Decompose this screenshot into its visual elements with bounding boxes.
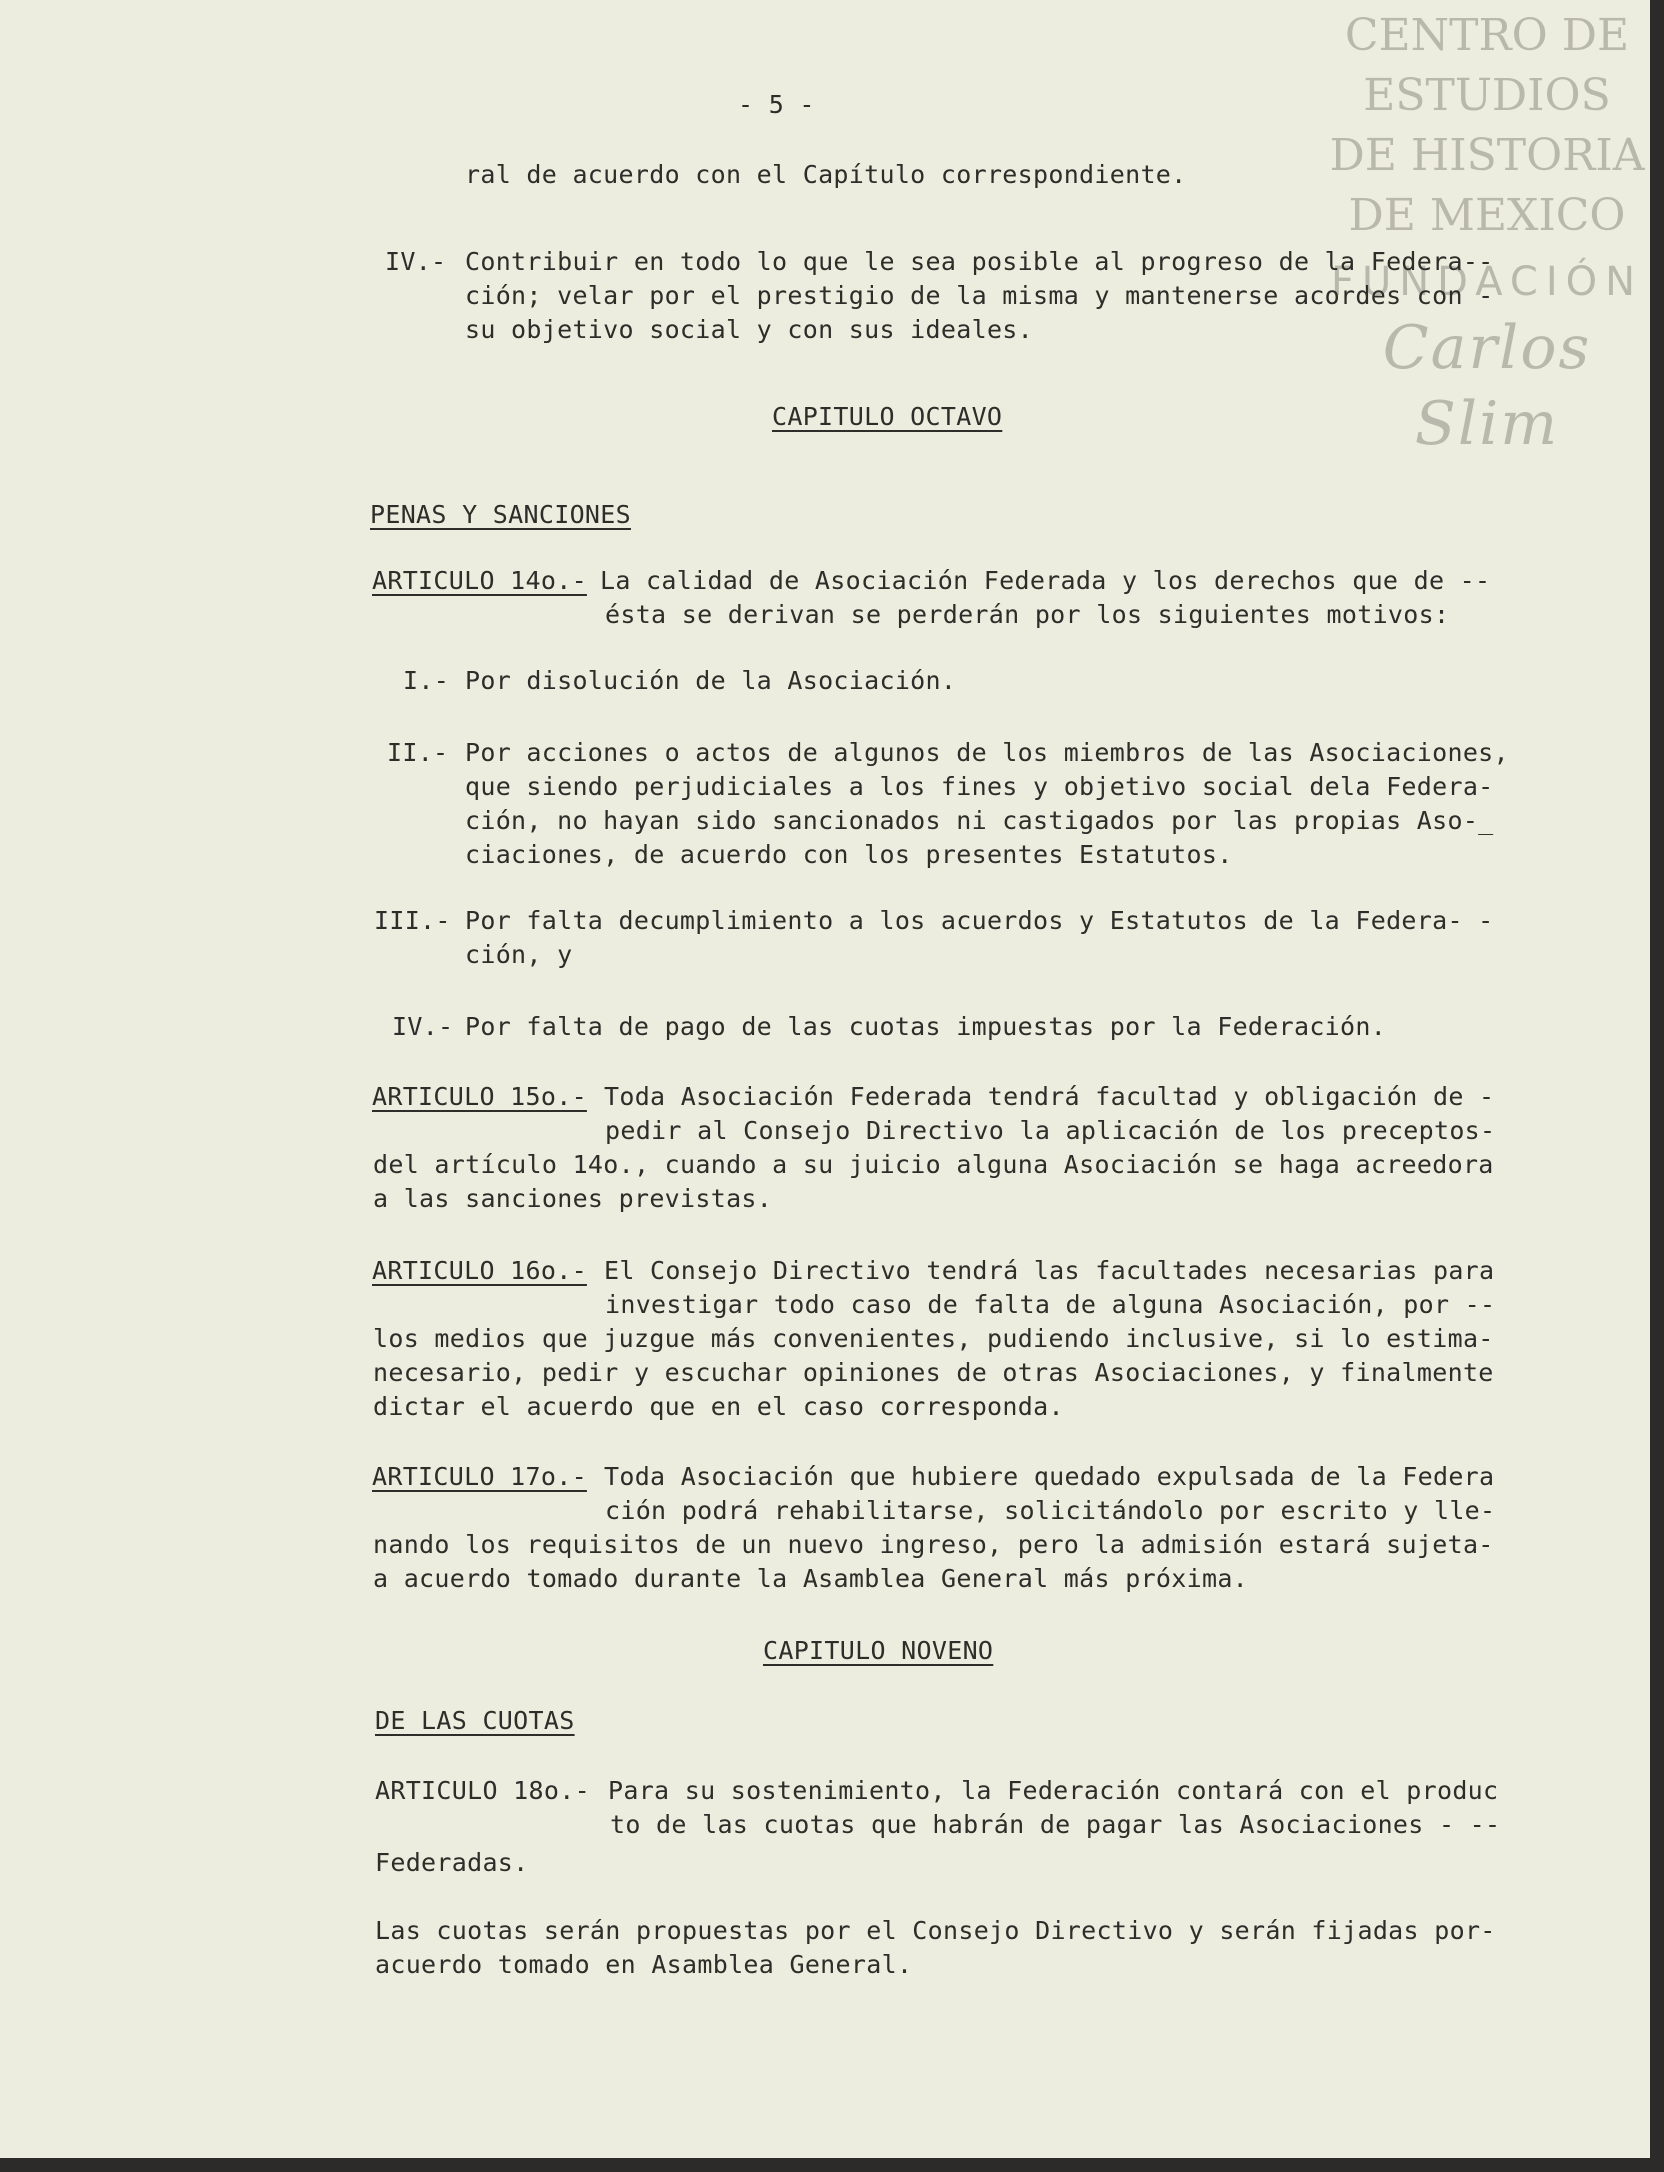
article-line: a las sanciones previstas. xyxy=(373,1184,773,1213)
article-line: El Consejo Directivo tendrá las facultades necesarias para xyxy=(604,1256,1495,1285)
item-line: ciaciones, de acuerdo con los presentes Estatutos. xyxy=(465,840,1233,869)
page-number: - 5 - xyxy=(738,90,815,119)
article-label: ARTICULO 18o.- xyxy=(375,1776,590,1805)
item-line: ción; velar por el prestigio de la misma y mantenerse acordes con - xyxy=(465,281,1494,310)
article-label: ARTICULO 17o.- xyxy=(372,1462,587,1491)
article-line: Toda Asociación Federada tendrá facultad y obligación de - xyxy=(604,1082,1495,1111)
article-line: a acuerdo tomado durante la Asamblea General más próxima. xyxy=(373,1564,1249,1593)
article-label: ARTICULO 16o.- xyxy=(372,1256,587,1285)
watermark-line: CENTRO DE xyxy=(1344,10,1630,61)
section-heading: DE LAS CUOTAS xyxy=(375,1706,575,1735)
article-line: La calidad de Asociación Federada y los derechos que de -- xyxy=(600,566,1491,595)
item-label: IV.- xyxy=(385,247,447,276)
item-line: ción, no hayan sido sancionados ni castigados por las propias Aso-_ xyxy=(465,806,1494,835)
archive-watermark xyxy=(1310,6,1664,462)
item-label: III.- xyxy=(374,906,451,935)
article-line: pedir al Consejo Directivo la aplicación de los preceptos- xyxy=(605,1116,1496,1145)
paragraph-line: acuerdo tomado en Asamblea General. xyxy=(375,1950,913,1979)
article-line: investigar todo caso de falta de alguna Asociación, por -- xyxy=(605,1290,1496,1319)
watermark-line: ESTUDIOS xyxy=(1363,70,1611,121)
article-line: dictar el acuerdo que en el caso corresponda. xyxy=(373,1392,1064,1421)
article-line: del artículo 14o., cuando a su juicio alguna Asociación se haga acreedora xyxy=(373,1150,1494,1179)
watermark-fundacion: FUNDACIÓN xyxy=(1330,259,1644,305)
article-line: to de las cuotas que habrán de pagar las Asociaciones - -- xyxy=(610,1810,1501,1839)
article-line: los medios que juzgue más convenientes, pudiendo inclusive, si lo estima- xyxy=(373,1324,1494,1353)
item-label: I.- xyxy=(403,666,450,695)
item-label: IV.- xyxy=(392,1012,454,1041)
item-label: II.- xyxy=(387,738,449,767)
article-line: Para su sostenimiento, la Federación contará con el produc xyxy=(608,1776,1499,1805)
article-line: Toda Asociación que hubiere quedado expulsada de la Federa xyxy=(604,1462,1495,1491)
watermark-line: DE MEXICO xyxy=(1348,190,1626,241)
article-line: ésta se derivan se perderán por los siguientes motivos: xyxy=(605,600,1450,629)
chapter-title: CAPITULO NOVENO xyxy=(763,1636,994,1665)
item-line: Por falta decumplimiento a los acuerdos y Estatutos de la Federa- - xyxy=(465,906,1494,935)
article-label: ARTICULO 15o.- xyxy=(372,1082,587,1111)
item-line: Contribuir en todo lo que le sea posible al progreso de la Federa-- xyxy=(465,247,1494,276)
article-line: ción podrá rehabilitarse, solicitándolo por escrito y lle- xyxy=(605,1496,1496,1525)
section-heading: PENAS Y SANCIONES xyxy=(370,500,631,529)
chapter-title: CAPITULO OCTAVO xyxy=(772,402,1003,431)
continuation-line: ral de acuerdo con el Capítulo correspondiente. xyxy=(465,160,1187,189)
item-line: ción, y xyxy=(465,940,573,969)
paragraph-line: Las cuotas serán propuestas por el Consejo Directivo y serán fijadas por- xyxy=(375,1916,1496,1945)
watermark-signature: Carlos Slim xyxy=(1382,313,1592,459)
article-line: nando los requisitos de un nuevo ingreso, pero la admisión estará sujeta- xyxy=(373,1530,1494,1559)
article-line: Federadas. xyxy=(375,1848,529,1877)
article-line: necesario, pedir y escuchar opiniones de otras Asociaciones, y finalmente xyxy=(373,1358,1494,1387)
item-line: Por falta de pago de las cuotas impuestas por la Federación. xyxy=(465,1012,1387,1041)
watermark-line: DE HISTORIA xyxy=(1329,130,1645,181)
item-line: Por disolución de la Asociación. xyxy=(465,666,957,695)
item-line: que siendo perjudiciales a los fines y objetivo social dela Federa- xyxy=(465,772,1494,801)
item-line: Por acciones o actos de algunos de los miembros de las Asociaciones, xyxy=(465,738,1509,767)
item-line: su objetivo social y con sus ideales. xyxy=(465,315,1033,344)
article-label: ARTICULO 14o.- xyxy=(372,566,587,595)
